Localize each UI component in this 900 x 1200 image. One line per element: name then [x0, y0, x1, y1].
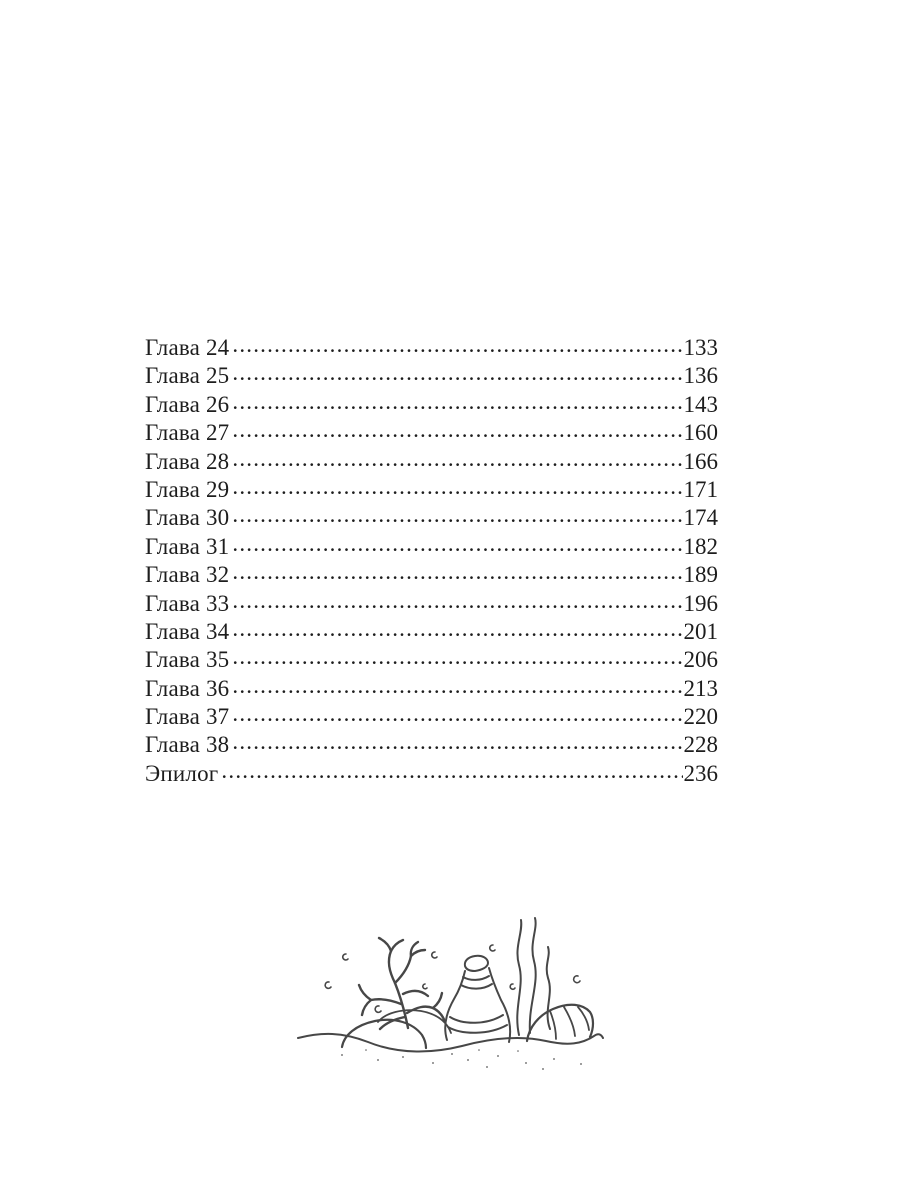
toc-row [145, 419, 718, 447]
toc-entry-label: Глава 27 [145, 420, 230, 446]
toc-dot-leader [232, 419, 682, 447]
toc-dot-leader [232, 448, 682, 476]
toc-entry-label: Глава 29 [145, 476, 230, 502]
toc-entry-label: Глава 30 [145, 505, 230, 531]
shell [527, 1005, 593, 1041]
toc-row [145, 334, 718, 362]
toc-row [145, 675, 718, 703]
toc-dot-leader [232, 476, 682, 504]
toc-row [145, 533, 718, 561]
toc-entry-label: Глава 36 [145, 675, 230, 701]
toc-dot-leader [232, 731, 682, 759]
toc-dot-leader [221, 760, 682, 788]
toc-row [145, 646, 718, 674]
toc-row [145, 561, 718, 589]
toc-dot-leader [232, 590, 682, 618]
toc-entry-page: 171 [683, 476, 718, 502]
toc-dot-leader [232, 618, 682, 646]
toc-dot-leader [232, 646, 682, 674]
toc-entry-page: 189 [683, 562, 718, 588]
toc-entry-page: 220 [683, 704, 718, 730]
toc-dot-leader [232, 362, 682, 390]
toc-entry-label: Глава 37 [145, 704, 230, 730]
toc-row [145, 391, 718, 419]
toc-dot-leader [232, 703, 682, 731]
toc-dot-leader [232, 533, 682, 561]
toc-entry-page: 196 [683, 590, 718, 616]
toc-dot-leader [232, 675, 682, 703]
toc-entry-label: Эпилог [145, 760, 219, 786]
toc-entry-page: 206 [683, 647, 718, 673]
toc-entry-page: 201 [683, 618, 718, 644]
toc-entry-page: 228 [683, 732, 718, 758]
sand-speckles [341, 1049, 582, 1070]
toc-entry-label: Глава 38 [145, 732, 230, 758]
toc-entry-label: Глава 24 [145, 335, 230, 360]
toc-entry-label: Глава 35 [145, 647, 230, 673]
coral [359, 938, 445, 1029]
toc-entry-page: 182 [683, 533, 718, 559]
toc-entry-label: Глава 25 [145, 363, 230, 389]
toc-entry-page: 136 [683, 363, 718, 389]
seaweed [517, 918, 550, 1035]
toc-entry-page: 213 [683, 675, 718, 701]
bottle [445, 956, 510, 1042]
toc-row [145, 618, 718, 646]
toc-entry-label: Глава 32 [145, 562, 230, 588]
toc-list [145, 334, 718, 788]
underwater-bottle-sketch-illustration [282, 916, 612, 1076]
toc-row [145, 590, 718, 618]
toc-dot-leader [232, 561, 682, 589]
toc-row [145, 703, 718, 731]
toc-dot-leader [232, 334, 682, 362]
toc-entry-page: 174 [683, 505, 718, 531]
toc-entry-label: Глава 31 [145, 533, 230, 559]
rock-front [342, 1020, 426, 1048]
toc-entry-label: Глава 28 [145, 448, 230, 474]
toc-row [145, 476, 718, 504]
toc-entry-page: 166 [683, 448, 718, 474]
toc-entry-page: 133 [683, 335, 718, 360]
toc-entry-page: 160 [683, 420, 718, 446]
toc-entry-label: Глава 33 [145, 590, 230, 616]
toc-row [145, 504, 718, 532]
toc-entry-label: Глава 34 [145, 618, 230, 644]
toc-row [145, 760, 718, 788]
toc-entry-page: 143 [683, 391, 718, 417]
toc-dot-leader [232, 504, 682, 532]
toc-entry-label: Глава 26 [145, 391, 230, 417]
toc-row [145, 448, 718, 476]
toc-row [145, 362, 718, 390]
toc-dot-leader [232, 391, 682, 419]
toc-entry-page: 236 [683, 760, 718, 786]
toc-row [145, 731, 718, 759]
